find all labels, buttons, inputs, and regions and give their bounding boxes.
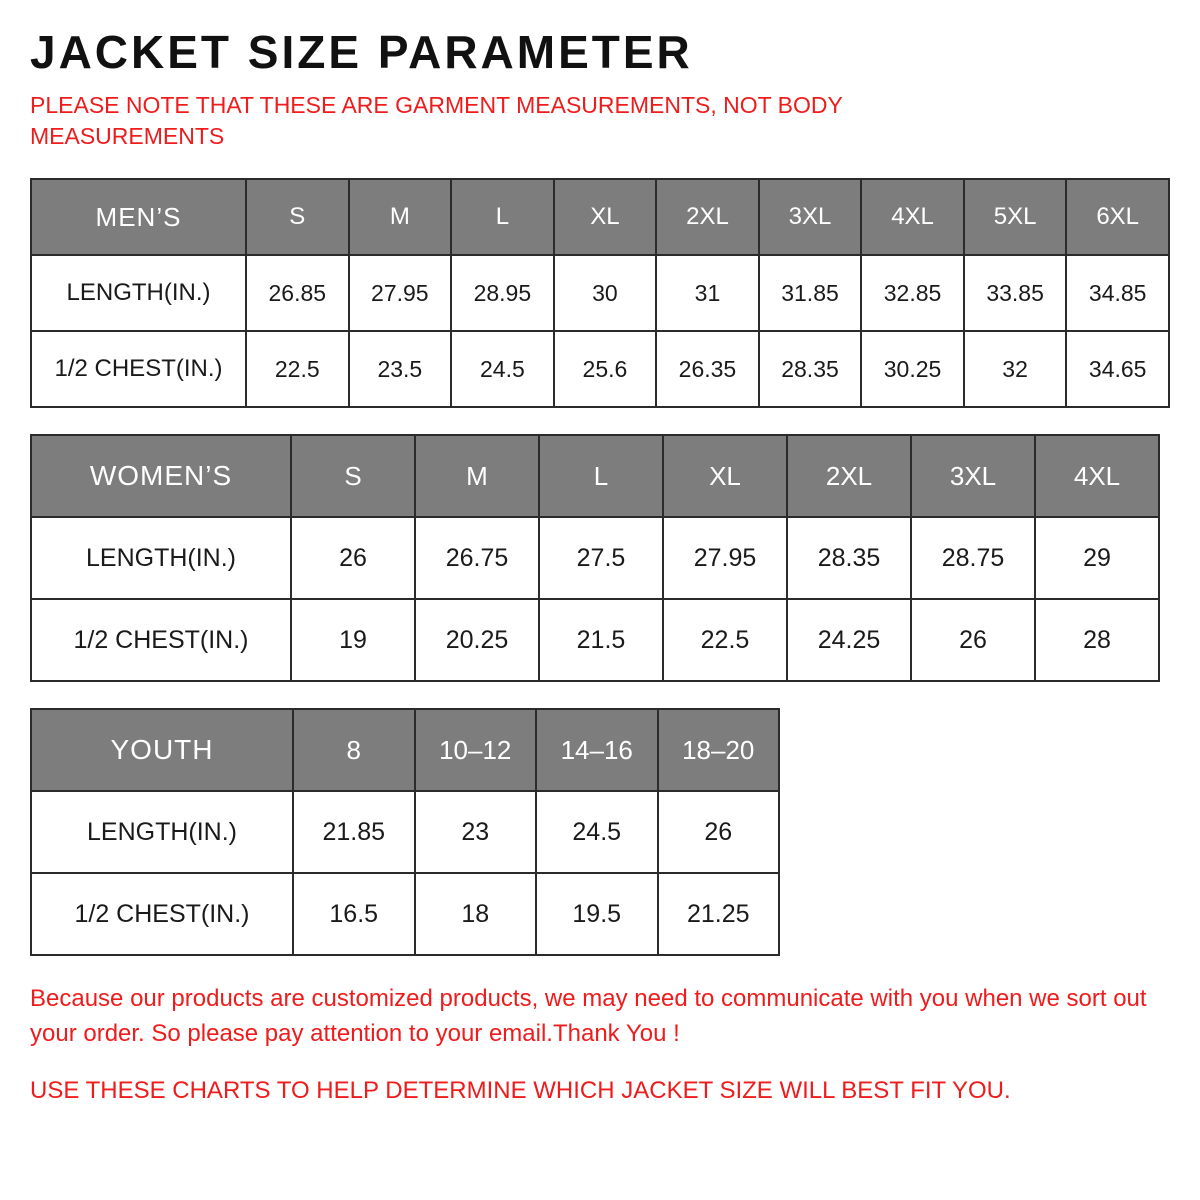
womens-size-table	[30, 434, 1160, 682]
cell-value: 22.5	[663, 599, 787, 681]
table-row	[31, 873, 779, 955]
row-label-length: LENGTH(IN.)	[31, 255, 246, 331]
header-cell-category: YOUTH	[31, 709, 293, 791]
row-label-half-chest: 1/2 CHEST(IN.)	[31, 331, 246, 407]
header-cell-size: 4XL	[861, 179, 964, 255]
header-cell-category: WOMEN’S	[31, 435, 291, 517]
cell-value: 26	[658, 791, 780, 873]
header-cell-size: 3XL	[759, 179, 862, 255]
cell-value: 26	[291, 517, 415, 599]
table-header-row	[31, 179, 1169, 255]
row-label-half-chest: 1/2 CHEST(IN.)	[31, 599, 291, 681]
cell-value: 25.6	[554, 331, 657, 407]
cell-value: 24.5	[451, 331, 554, 407]
row-label-length: LENGTH(IN.)	[31, 791, 293, 873]
cell-value: 29	[1035, 517, 1159, 599]
cell-value: 28.35	[787, 517, 911, 599]
footer-note-customized: Because our products are customized products, we may need to communicate with you when we sort out your order. So please pay attention to your email.Thank You !	[30, 985, 1147, 1048]
cell-value: 28.35	[759, 331, 862, 407]
header-cell-size: XL	[554, 179, 657, 255]
header-cell-size: S	[291, 435, 415, 517]
cell-value: 19	[291, 599, 415, 681]
table-row	[31, 331, 1169, 407]
cell-value: 30.25	[861, 331, 964, 407]
footer-note-use-charts: USE THESE CHARTS TO HELP DETERMINE WHICH JACKET SIZE WILL BEST FIT YOU.	[30, 1076, 1011, 1104]
footer-notes	[30, 982, 1170, 1108]
header-cell-size: XL	[663, 435, 787, 517]
page-title: JACKET SIZE PARAMETER	[30, 26, 693, 78]
cell-value: 32	[964, 331, 1067, 407]
header-cell-size: 14–16	[536, 709, 658, 791]
cell-value: 23.5	[349, 331, 452, 407]
header-cell-size: 5XL	[964, 179, 1067, 255]
cell-value: 16.5	[293, 873, 415, 955]
cell-value: 26.75	[415, 517, 539, 599]
cell-value: 26.35	[656, 331, 759, 407]
header-cell-size: 8	[293, 709, 415, 791]
cell-value: 34.65	[1066, 331, 1169, 407]
cell-value: 27.95	[663, 517, 787, 599]
cell-value: 22.5	[246, 331, 349, 407]
table-row	[31, 255, 1169, 331]
cell-value: 20.25	[415, 599, 539, 681]
cell-value: 21.25	[658, 873, 780, 955]
cell-value: 32.85	[861, 255, 964, 331]
header-cell-size: 10–12	[415, 709, 537, 791]
cell-value: 28.95	[451, 255, 554, 331]
table-header-row	[31, 435, 1159, 517]
youth-size-table	[30, 708, 780, 956]
cell-value: 26	[911, 599, 1035, 681]
cell-value: 31.85	[759, 255, 862, 331]
row-label-half-chest: 1/2 CHEST(IN.)	[31, 873, 293, 955]
cell-value: 27.95	[349, 255, 452, 331]
cell-value: 21.85	[293, 791, 415, 873]
garment-measurement-note: PLEASE NOTE THAT THESE ARE GARMENT MEASUREMENTS, NOT BODY MEASUREMENTS	[30, 92, 843, 150]
cell-value: 27.5	[539, 517, 663, 599]
cell-value: 34.85	[1066, 255, 1169, 331]
header-cell-size: M	[415, 435, 539, 517]
header-cell-size: L	[451, 179, 554, 255]
table-row	[31, 791, 779, 873]
header-cell-size: M	[349, 179, 452, 255]
cell-value: 24.5	[536, 791, 658, 873]
cell-value: 28	[1035, 599, 1159, 681]
mens-size-table	[30, 178, 1170, 408]
table-row	[31, 599, 1159, 681]
header-cell-size: 4XL	[1035, 435, 1159, 517]
header-cell-size: 6XL	[1066, 179, 1169, 255]
header-cell-size: 18–20	[658, 709, 780, 791]
table-header-row	[31, 709, 779, 791]
header-cell-size: L	[539, 435, 663, 517]
header-cell-category: MEN’S	[31, 179, 246, 255]
cell-value: 19.5	[536, 873, 658, 955]
table-row	[31, 517, 1159, 599]
cell-value: 26.85	[246, 255, 349, 331]
cell-value: 30	[554, 255, 657, 331]
cell-value: 21.5	[539, 599, 663, 681]
header-cell-size: S	[246, 179, 349, 255]
header-cell-size: 2XL	[787, 435, 911, 517]
cell-value: 18	[415, 873, 537, 955]
row-label-length: LENGTH(IN.)	[31, 517, 291, 599]
cell-value: 28.75	[911, 517, 1035, 599]
cell-value: 33.85	[964, 255, 1067, 331]
header-cell-size: 3XL	[911, 435, 1035, 517]
cell-value: 24.25	[787, 599, 911, 681]
cell-value: 23	[415, 791, 537, 873]
cell-value: 31	[656, 255, 759, 331]
header-cell-size: 2XL	[656, 179, 759, 255]
